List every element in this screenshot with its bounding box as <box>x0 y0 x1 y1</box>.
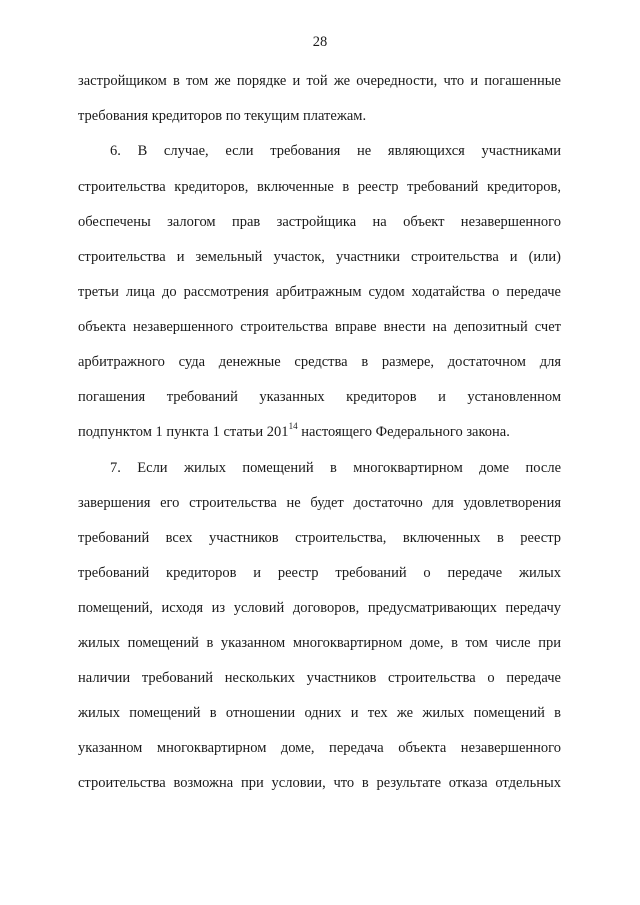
text-line: застройщиком в том же порядке и той же очередности, что и погашенные <box>78 73 561 89</box>
text-line: завершения его строительства не будет достаточно для удовлетворения <box>78 495 561 511</box>
text-line: жилых помещений в отношении одних и тех же жилых помещений в <box>78 705 561 721</box>
text-line: указанном многоквартирном доме, передача объекта незавершенного <box>78 740 561 756</box>
text-line: требований всех участников строительства, включенных в реестр <box>78 530 561 546</box>
text-line: требования кредиторов по текущим платежам. <box>78 108 367 124</box>
text-line: жилых помещений в указанном многоквартирном доме, в том числе при <box>78 635 561 651</box>
text-line: объекта незавершенного строительства вправе внести на депозитный счет <box>78 319 561 335</box>
text-line: третьи лица до рассмотрения арбитражным судом ходатайства о передаче <box>78 284 561 300</box>
text-line-part: настоящего Федерального закона. <box>297 424 510 440</box>
text-line: строительства и земельный участок, участники строительства и (или) <box>78 249 561 265</box>
text-line: строительства возможна при условии, что в результате отказа отдельных <box>78 775 561 791</box>
text-line: 7. Если жилых помещений в многоквартирном доме после <box>110 460 561 476</box>
text-line: арбитражного суда денежные средства в размере, достаточном для <box>78 354 561 370</box>
text-line: строительства кредиторов, включенные в реестр требований кредиторов, <box>78 179 561 195</box>
text-line <box>78 423 561 441</box>
text-line: наличии требований нескольких участников строительства о передаче <box>78 670 561 686</box>
page-number: 28 <box>312 34 328 50</box>
text-line: 6. В случае, если требования не являющихся участниками <box>110 143 561 159</box>
text-line: обеспечены залогом прав застройщика на объект незавершенного <box>78 214 561 230</box>
text-line: помещений, исходя из условий договоров, предусматривающих передачу <box>78 600 561 616</box>
superscript-article-number: 14 <box>288 421 298 432</box>
text-line: погашения требований указанных кредиторов и установленном <box>78 389 561 405</box>
text-line: требований кредиторов и реестр требований о передаче жилых <box>78 565 561 581</box>
text-line-part: подпунктом 1 пункта 1 статьи 201 <box>78 424 289 440</box>
